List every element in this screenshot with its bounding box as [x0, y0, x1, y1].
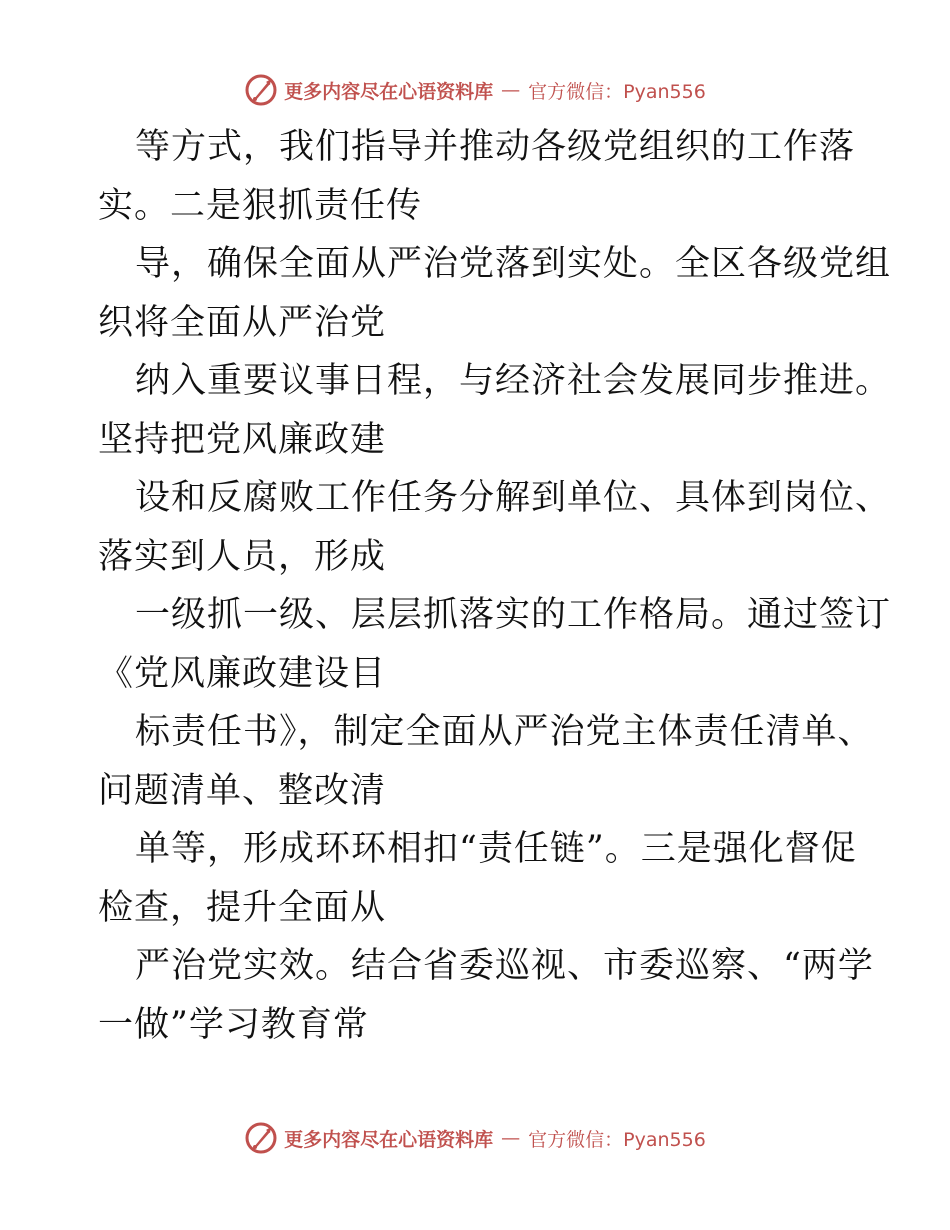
header-dash: —	[501, 79, 521, 101]
quill-seal-icon	[244, 1121, 278, 1155]
header-banner	[0, 70, 950, 110]
body-line-16: 一做”学习教育常	[98, 1004, 369, 1045]
footer-brand-text: 更多内容尽在心语资料库	[284, 1128, 494, 1151]
header-brand-text: 更多内容尽在心语资料库	[284, 80, 494, 103]
body-line-2: 实。二是狠抓责任传	[98, 185, 423, 226]
body-line-14: 检查，提升全面从	[98, 887, 387, 928]
document-body	[98, 118, 892, 1054]
header-contact: 官方微信：Pyan556	[528, 80, 706, 103]
body-line-1: 等方式，我们指导并推动各级党组织的工作落	[135, 127, 856, 167]
body-line-9: 一级抓一级、层层抓落实的工作格局。通过签订	[135, 595, 892, 635]
body-line-15: 严治党实效。结合省委巡视、市委巡察、“两学	[135, 946, 874, 986]
body-line-7: 设和反腐败工作任务分解到单位、具体到岗位、	[135, 478, 892, 518]
body-line-13: 单等，形成环环相扣“责任链”。三是强化督促	[135, 829, 857, 869]
body-line-10: 《党风廉政建设目	[98, 653, 387, 694]
body-line-12: 问题清单、整改清	[98, 770, 387, 811]
footer-contact: 官方微信：Pyan556	[528, 1128, 706, 1151]
body-line-11: 标责任书》，制定全面从严治党主体责任清单、	[135, 712, 874, 752]
footer-dash: —	[501, 1127, 521, 1149]
body-line-5: 纳入重要议事日程，与经济社会发展同步推进。	[135, 361, 892, 401]
footer-banner	[0, 1118, 950, 1158]
body-line-6: 坚持把党风廉政建	[98, 419, 387, 460]
body-line-3: 导，确保全面从严治党落到实处。全区各级党组	[135, 244, 892, 284]
body-line-4: 织将全面从严治党	[98, 302, 387, 343]
quill-seal-icon	[244, 73, 278, 107]
body-line-8: 落实到人员，形成	[98, 536, 387, 577]
